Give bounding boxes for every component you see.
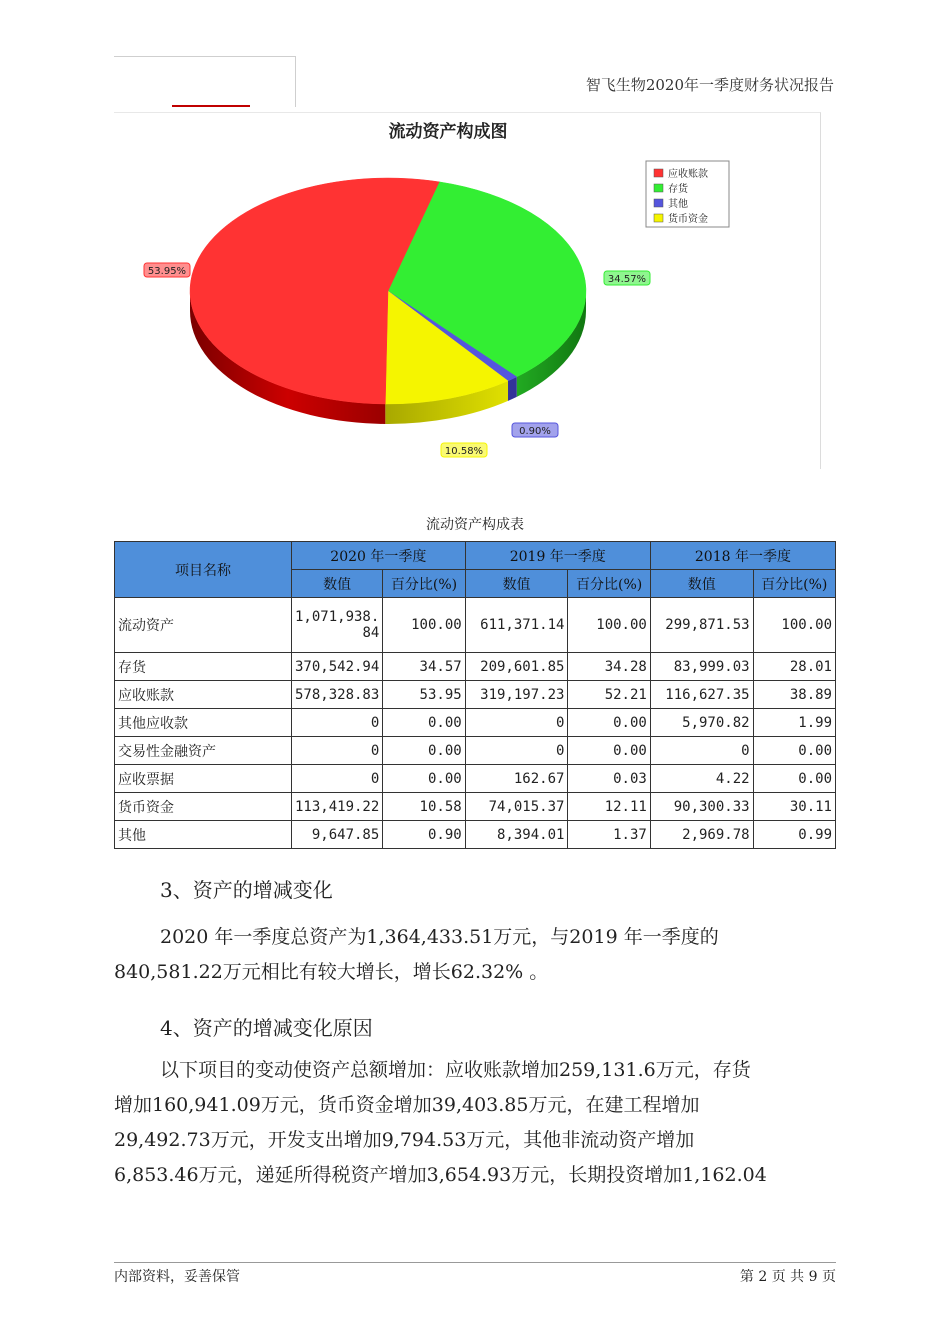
cell-value: 370,542.94 (292, 653, 383, 681)
row-name: 其他应收款 (115, 709, 292, 737)
cell-value: 578,328.83 (292, 681, 383, 709)
legend-label: 应收账款 (668, 169, 708, 180)
col-header-2018: 2018 年一季度 (650, 542, 835, 570)
slice-label (441, 443, 487, 457)
cell-value: 74,015.37 (465, 793, 568, 821)
logo-underline (172, 105, 250, 107)
cell-value: 116,627.35 (650, 681, 753, 709)
legend (646, 161, 729, 227)
cell-percent: 38.89 (753, 681, 835, 709)
cell-value: 0 (465, 709, 568, 737)
table-row (115, 737, 836, 765)
chart-title: 流动资产构成图 (388, 122, 508, 142)
logo-area (114, 56, 296, 107)
section3-body (114, 920, 838, 990)
cell-value: 113,419.22 (292, 793, 383, 821)
cell-percent: 0.00 (568, 737, 650, 765)
section4-line: 以下项目的变动使资产总额增加：应收账款增加259,131.6万元，存货 (160, 1059, 751, 1081)
legend-label: 存货 (668, 184, 688, 195)
section4-line: 29,492.73万元，开发支出增加9,794.53万元，其他非流动资产增加 (114, 1129, 695, 1151)
table-row (115, 793, 836, 821)
section4-line: 增加160,941.09万元，货币资金增加39,403.85万元，在建工程增加 (114, 1094, 700, 1116)
cell-value: 319,197.23 (465, 681, 568, 709)
slice-label (512, 423, 558, 437)
col-header-2019: 2019 年一季度 (465, 542, 650, 570)
cell-percent: 34.57 (383, 653, 465, 681)
svg-text:0.90%: 0.90% (519, 426, 551, 437)
row-name: 应收票据 (115, 765, 292, 793)
cell-percent: 30.11 (753, 793, 835, 821)
cell-value: 90,300.33 (650, 793, 753, 821)
table-row (115, 653, 836, 681)
svg-text:34.57%: 34.57% (607, 274, 647, 285)
cell-percent: 0.00 (383, 737, 465, 765)
legend-swatch (654, 184, 663, 192)
subheader-value: 数值 (650, 570, 753, 598)
cell-value: 209,601.85 (465, 653, 568, 681)
legend-swatch (654, 169, 663, 177)
cell-value: 0 (292, 709, 383, 737)
subheader-percent: 百分比(%) (753, 570, 835, 598)
row-name: 其他 (115, 821, 292, 849)
cell-value: 0 (650, 737, 753, 765)
row-name: 存货 (115, 653, 292, 681)
col-header-2020: 2020 年一季度 (292, 542, 466, 570)
cell-percent: 0.90 (383, 821, 465, 849)
current-assets-table (114, 541, 836, 849)
cell-percent: 28.01 (753, 653, 835, 681)
cell-value: 0 (292, 737, 383, 765)
row-name: 应收账款 (115, 681, 292, 709)
pie-chart-svg (114, 113, 820, 469)
cell-percent: 100.00 (753, 598, 835, 653)
legend-swatch (654, 214, 663, 222)
legend-swatch (654, 199, 663, 207)
table-row (115, 709, 836, 737)
page-number: 第 2 页 共 9 页 (739, 1269, 836, 1285)
cell-percent: 52.21 (568, 681, 650, 709)
cell-value: 1,071,938.84 (292, 598, 383, 653)
cell-percent: 100.00 (383, 598, 465, 653)
cell-value: 5,970.82 (650, 709, 753, 737)
cell-percent: 1.99 (753, 709, 835, 737)
section3-line: 2020 年一季度总资产为1,364,433.51万元，与2019 年一季度的 (160, 926, 719, 948)
section3-heading: 3、资产的增减变化 (160, 878, 333, 902)
cell-percent: 0.00 (753, 765, 835, 793)
section4-line: 6,853.46万元，递延所得税资产增加3,654.93万元，长期投资增加1,162.04 (114, 1164, 767, 1186)
cell-percent: 0.00 (383, 709, 465, 737)
cell-percent: 0.00 (568, 709, 650, 737)
section4-heading: 4、资产的增减变化原因 (160, 1016, 373, 1040)
subheader-value: 数值 (292, 570, 383, 598)
col-header-name: 项目名称 (115, 542, 292, 598)
pie-chart (114, 112, 821, 469)
cell-percent: 34.28 (568, 653, 650, 681)
row-name: 交易性金融资产 (115, 737, 292, 765)
cell-value: 83,999.03 (650, 653, 753, 681)
cell-percent: 53.95 (383, 681, 465, 709)
cell-percent: 1.37 (568, 821, 650, 849)
cell-percent: 10.58 (383, 793, 465, 821)
row-name: 货币资金 (115, 793, 292, 821)
cell-percent: 0.00 (383, 765, 465, 793)
table-caption: 流动资产构成表 (426, 517, 524, 533)
legend-label: 其他 (668, 199, 688, 210)
row-name: 流动资产 (115, 598, 292, 653)
cell-percent: 0.99 (753, 821, 835, 849)
section3-line: 840,581.22万元相比有较大增长，增长62.32% 。 (114, 961, 549, 983)
cell-value: 162.67 (465, 765, 568, 793)
footer-note: 内部资料，妥善保管 (114, 1269, 240, 1285)
cell-value: 299,871.53 (650, 598, 753, 653)
cell-value: 2,969.78 (650, 821, 753, 849)
subheader-percent: 百分比(%) (568, 570, 650, 598)
table-row (115, 681, 836, 709)
cell-value: 8,394.01 (465, 821, 568, 849)
cell-percent: 100.00 (568, 598, 650, 653)
cell-value: 0 (465, 737, 568, 765)
table-row (115, 765, 836, 793)
svg-text:53.95%: 53.95% (147, 266, 187, 277)
cell-percent: 0.00 (753, 737, 835, 765)
subheader-percent: 百分比(%) (383, 570, 465, 598)
cell-percent: 0.03 (568, 765, 650, 793)
cell-value: 9,647.85 (292, 821, 383, 849)
cell-percent: 12.11 (568, 793, 650, 821)
footer-divider (114, 1262, 836, 1263)
cell-value: 4.22 (650, 765, 753, 793)
slice-label (604, 271, 650, 285)
cell-value: 611,371.14 (465, 598, 568, 653)
table-row (115, 598, 836, 653)
svg-text:10.58%: 10.58% (444, 446, 484, 457)
pie-slices (190, 178, 586, 404)
slice-label (144, 263, 190, 277)
section4-body (114, 1053, 838, 1193)
table-row (115, 821, 836, 849)
subheader-value: 数值 (465, 570, 568, 598)
cell-value: 0 (292, 765, 383, 793)
header-title: 智飞生物2020年一季度财务状况报告 (585, 76, 834, 94)
legend-label: 货币资金 (668, 214, 708, 225)
